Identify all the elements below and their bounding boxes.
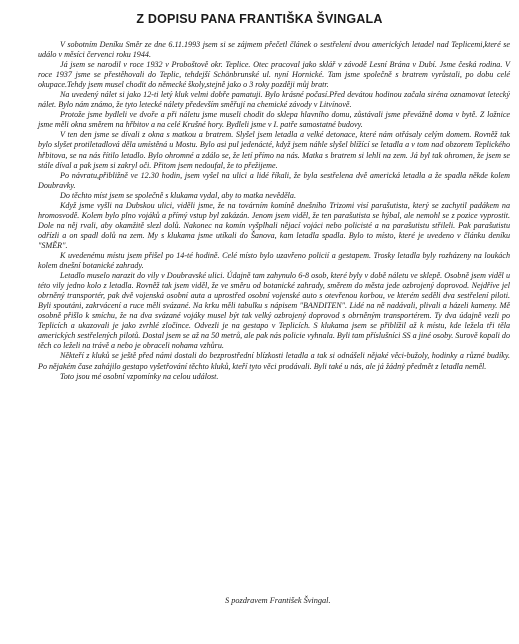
signature: S pozdravem František Švingal. (225, 596, 331, 605)
paragraph: V ten den jsme se dívali z okna s matkou a bratrem. Slyšel jsem letadla a velké detonace, které nám otřásaly celým domem. Rovněž tak bylo slyšet protiletadlová děla umístěná u Mostu. Bylo asi pul jedenácté, když jsem náhle slyšel blížící se letadla a v tom nad obzorem Teplického hřbitova, se na nás řítilo letadlo. Bylo ohromné a zdálo se, že letí přímo na nás. Matka s bratrem si lehli na zem. Já byl tak ohromen, že jsem se stále díval a pak jsem si zakryl oči. Přitom jsem nedoufal, že to přežijeme. (38, 130, 510, 170)
document-title: Z DOPISU PANA FRANTIŠKA ŠVINGALA (136, 12, 383, 26)
paragraph: Do těchto míst jsem se společně s klukama vydal, aby to matka nevěděla. (60, 190, 296, 200)
paragraph: Já jsem se narodil v roce 1932 v Proboštově okr. Teplice. Otec pracoval jako sklář v závodě Lesní Brána v Dubí. Jsme česká rodina. V roce 1937 jsme se přestěhovali do Teplic, tehdejší Schönbrunské ul. nyní Hornické. Tam jsme společně s bratrem vyrůstali, po dobu celé okupace.Tehdy jsem musel chodit do německé školy,stejně jako o 3 roky později můj bratr. (38, 60, 510, 90)
paragraph: Někteří z kluků se ještě před námi dostali do bezprostřední blízkosti letadla a tak si odnášeli nějaké věci-bužoly, hodinky a různé budíky. Po nějakém čase zahájilo gestapo vyšetřování těchto kluků, kteří tyto věci prodávali. Byli také u nás, ale já žádný předmět z letadla neměl. (38, 351, 510, 371)
paragraph: Na uvedený nálet si jako 12-ti letý kluk velmi dobře pamatuji. Bylo krásné počasí.Před devátou hodinou začala siréna oznamovat letecký nálet. Bylo nám známo, že tyto letecké nálety především směřují na chemické závody v Litvínově. (38, 90, 510, 110)
paragraph: Toto jsou mé osobní vzpomínky na celou událost. (60, 371, 219, 381)
paragraph: K uvedenému místu jsem přišel po 14-té hodině. Celé místo bylo uzavřeno policií a gestapem. Trosky letadla byly rozházeny na loukách kolem dnešní botanické zahrady. (38, 250, 510, 271)
paragraph: Letadlo muselo narazit do vily v Doubravské ulici. Údajně tam zahynulo 6-8 osob, které byly v době náletu ve sklepě. Osobně jsem viděl u této vily jedno kolo z letadla. Rovněž tak jsem viděl, že ve směru od botanické zahrady, směrem do města jede ozbrojený doprovod. Nejdříve jel obrněný transportér, pak dvě vojenská osobní auta a uprostřed osobní vojenské auto s otevřenou korbou, ve kterém seděli dva sestřelení piloti. Byli spoutáni, zakrvácení a ruce měli svázané. Na krku měli tabulku s nápisem "BANDITEN". Lidé na ně nadávali, plivali a házeli kameny. Mě osobně přišlo k smíchu, že na dva svázané vojáky musel být tak velký ozbrojený doprovod s obrněným transportérem. Ty dva údajně vezli po Teplicích a ukazovali je jako zvrhlé zločince. Odvezli je na gestapo v Teplicích. S klukama jsem se přiblížil až k místu, kde ležela tři těla amerických sestřelených pilotů. Dostal jsem se až na 50 metrů, ale pak nás policie vyhnala. Byli tam příslušníci SS a jiné osoby. Surově kopali do těch co leželi na trávě a nebo je obraceli nohama vzhůru. (38, 271, 510, 351)
paragraph: V sobotním Deníku Směr ze dne 6.11.1993 jsem si se zájmem přečetl článek o sestřelení dvou amerických letadel nad Teplicemi,které se událo v měsíci červenci roku 1944. (38, 40, 510, 60)
paragraph: Po návratu,přibližně ve 12.30 hodin, jsem vyšel na ulici a lidé říkali, že byla sestřelena dvě americká letadla a že spadla někde kolem Doubravky. (38, 170, 510, 190)
paragraph: Protože jsme bydleli ve dvoře a při náletu jsme museli chodit do sklepa hlavního domu, zůstávali jsme převážně doma v bytě. Z ložnice jsme měli okna směrem na hřbitov a na celé Krušné hory. Bydleli jsme v I. patře samostatné budovy. (38, 110, 510, 130)
letter-body (38, 40, 510, 382)
paragraph: Když jsme vyšli na Dubskou ulici, viděli jsme, že na továrním komíně dnešního Trizomi visí parašutista, který se zachytil padákem na hromosvodě. Kolem bylo plno vojáků a přímý vstup byl zakázán. Jenom jsem viděl, že ten parašutista se hýbal, ale nemohl se z pozice vyprostit. Dole na něj rvali, aby okamžitě slezl dolů. Nakonec na komín vyšplhali nějací vojáci nebo policisté a na parašutistu střileli. Pak parašutistu odřízli a on spadl dolů na zem. My s klukama jsme utíkali do Šanova, kam letadla spadla. Bylo to místo, které je uvedeno v článku deníku "SMĚR". (38, 200, 510, 250)
